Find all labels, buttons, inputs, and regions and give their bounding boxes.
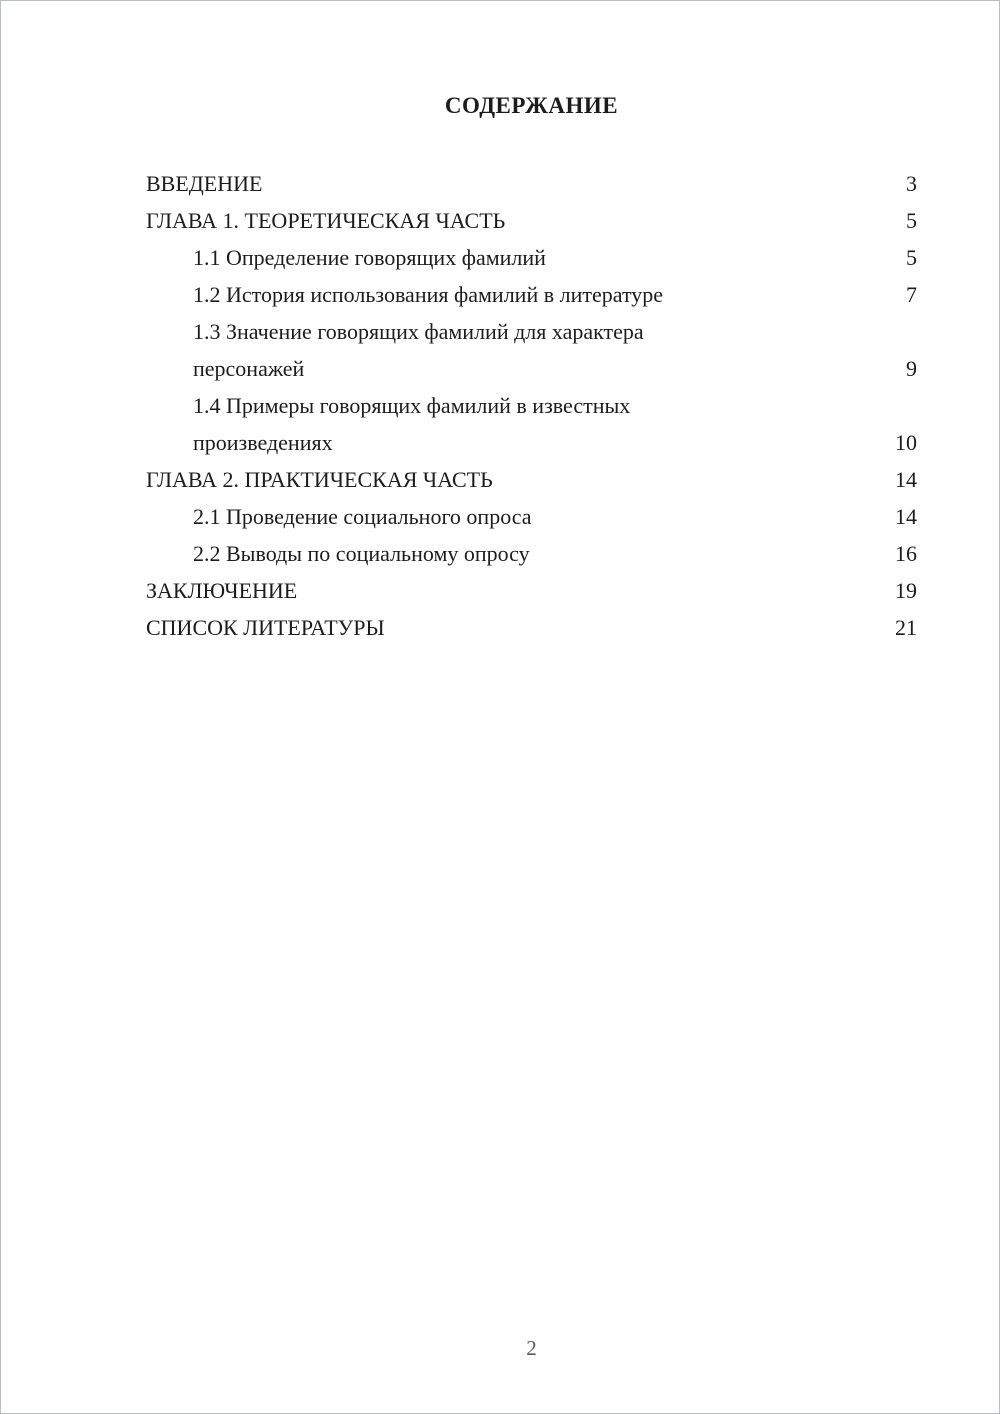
toc-entry-page: 14 [895,504,917,529]
toc-entry-chapter-2 [146,461,917,498]
toc-entry-page: 5 [906,208,917,233]
toc-entry-page: 14 [895,467,917,492]
toc-entry-label: 1.3 Значение говорящих фамилий для характера персонажей [193,319,644,381]
toc-entry-label: ГЛАВА 2. ПРАКТИЧЕСКАЯ ЧАСТЬ [146,467,493,492]
toc-entry-label: 2.2 Выводы по социальному опросу [193,541,530,566]
toc-entry-chapter-1 [146,202,917,239]
toc-entry-page: 7 [906,282,917,307]
page-content [1,1,999,646]
toc-entry-1-2 [146,276,917,313]
toc-entry-page: 16 [895,541,917,566]
toc-entry-conclusion [146,572,917,609]
table-of-contents [146,165,917,646]
toc-entry-label: 1.4 Примеры говорящих фамилий в известных произведениях [193,393,631,455]
toc-entry-page: 21 [895,615,917,640]
toc-entry-introduction [146,165,917,202]
toc-entry-1-3 [146,313,917,387]
toc-entry-label: 1.2 История использования фамилий в литературе [193,282,664,307]
toc-entry-page: 9 [906,356,917,381]
toc-entry-label: 1.1 Определение говорящих фамилий [193,245,546,270]
toc-entry-label: СПИСОК ЛИТЕРАТУРЫ [146,615,385,640]
toc-entry-page: 3 [906,171,917,196]
toc-entry-label: ЗАКЛЮЧЕНИЕ [146,578,298,603]
toc-entry-page: 10 [895,430,917,455]
toc-entry-2-2 [146,535,917,572]
toc-entry-1-1 [146,239,917,276]
toc-entry-label: ВВЕДЕНИЕ [146,171,263,196]
toc-entry-2-1 [146,498,917,535]
toc-entry-1-4 [146,387,917,461]
toc-entry-label: 2.1 Проведение социального опроса [193,504,532,529]
page-title: СОДЕРЖАНИЕ [444,93,619,118]
toc-entry-label: ГЛАВА 1. ТЕОРЕТИЧЕСКАЯ ЧАСТЬ [146,208,506,233]
footer-page-number: 2 [526,1336,537,1360]
toc-entry-page: 19 [895,578,917,603]
toc-entry-page: 5 [906,245,917,270]
toc-entry-bibliography [146,609,917,646]
